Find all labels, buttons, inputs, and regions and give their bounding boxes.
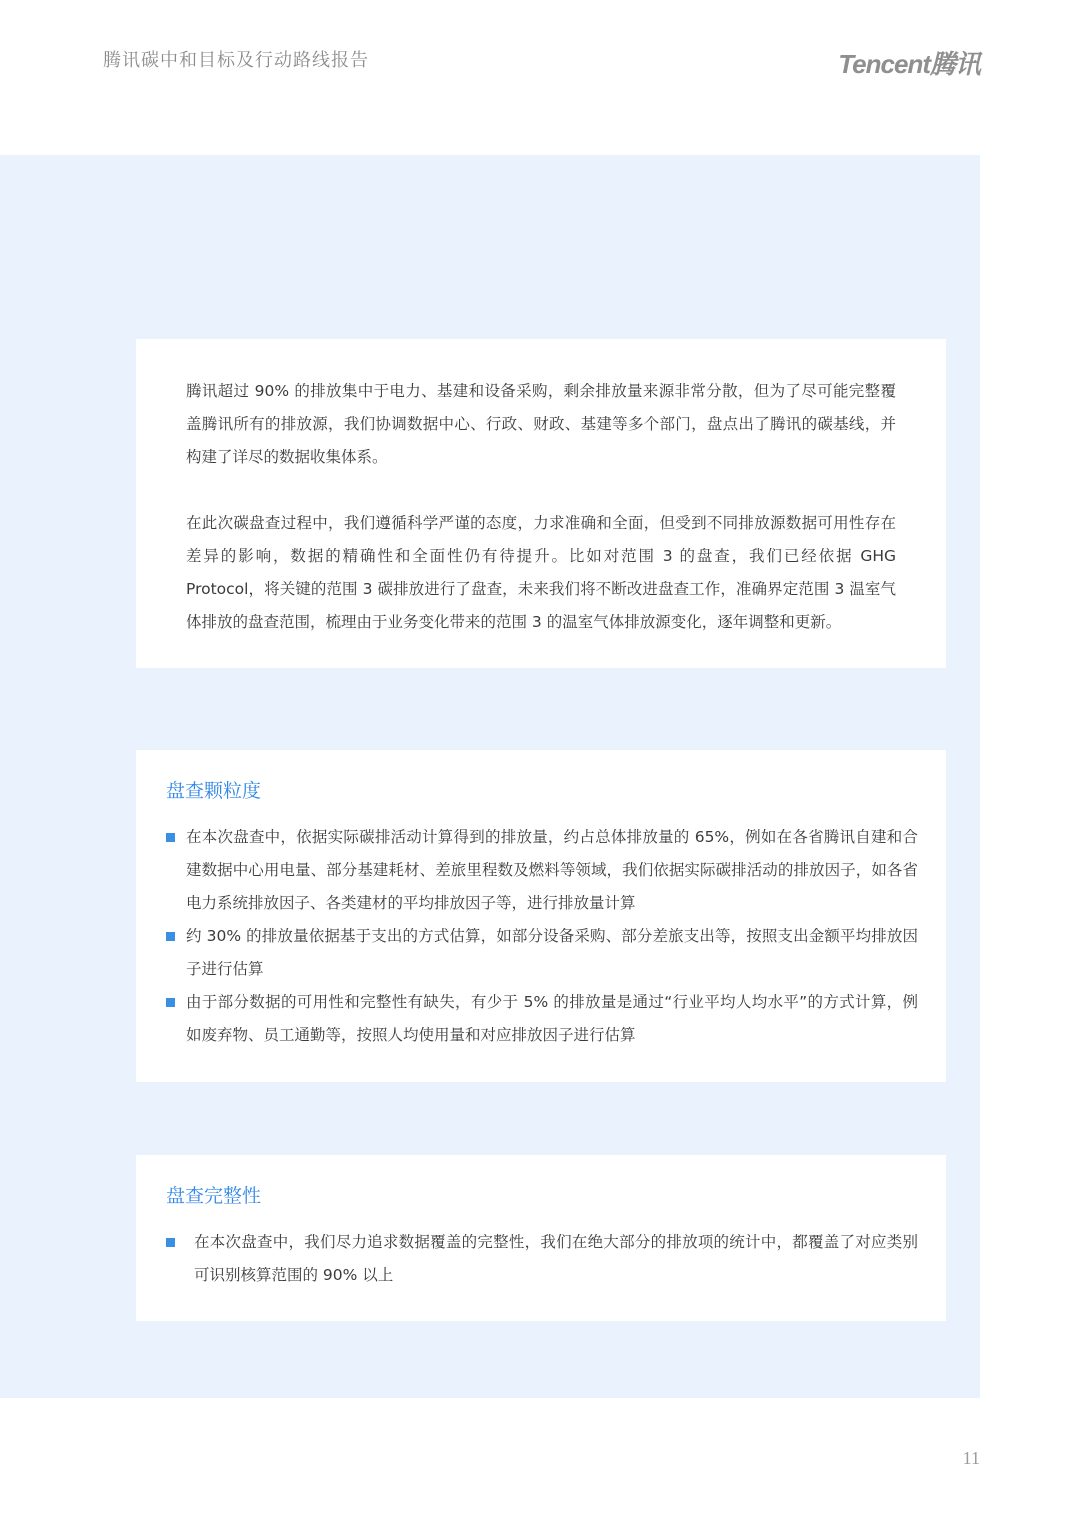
square-bullet-icon xyxy=(166,833,175,842)
completeness-list xyxy=(166,1226,918,1292)
square-bullet-icon xyxy=(166,998,175,1007)
list-item xyxy=(166,920,918,986)
square-bullet-icon xyxy=(166,932,175,941)
intro-paragraph: 腾讯超过 90% 的排放集中于电力、基建和设备采购，剩余排放量来源非常分散，但为了尽可能完整覆盖腾讯所有的排放源，我们协调数据中心、行政、财政、基建等多个部门，盘点出了腾讯的碳基线，并构建了详尽的数据收集体系。 xyxy=(186,382,896,466)
granularity-card xyxy=(136,750,946,1082)
intro-card xyxy=(136,339,946,668)
list-item xyxy=(166,821,918,920)
report-title: 腾讯碳中和目标及行动路线报告 xyxy=(103,50,369,71)
tencent-logo: Tencent腾讯 xyxy=(838,49,980,79)
list-item-text: 在本次盘查中，依据实际碳排活动计算得到的排放量，约占总体排放量的 65%，例如在各省腾讯自建和合建数据中心用电量、部分基建耗材、差旅里程数及燃料等领域，我们依据实际碳排活动的排放因子，如各省电力系统排放因子、各类建材的平均排放因子等，进行排放量计算 xyxy=(186,828,918,912)
intro-paragraph: 在此次碳盘查过程中，我们遵循科学严谨的态度，力求准确和全面，但受到不同排放源数据可用性存在差异的影响，数据的精确性和全面性仍有待提升。比如对范围 3 的盘查，我们已经依据 GHG Protocol，将关键的范围 3 碳排放进行了盘查，未来我们将不断改进盘查工作，准确界定范围 3 温室气体排放的盘查范围，梳理由于业务变化带来的范围 3 的温室气体排放源变化，逐年调整和更新。 xyxy=(186,514,896,631)
list-item-text: 约 30% 的排放量依据基于支出的方式估算，如部分设备采购、部分差旅支出等，按照支出金额平均排放因子进行估算 xyxy=(186,927,918,978)
list-item-text: 在本次盘查中，我们尽力追求数据覆盖的完整性，我们在绝大部分的排放项的统计中，都覆盖了对应类别可识别核算范围的 90% 以上 xyxy=(194,1233,918,1284)
page-number: 11 xyxy=(962,1448,980,1468)
list-item xyxy=(166,1226,918,1292)
list-item-text: 由于部分数据的可用性和完整性有缺失，有少于 5% 的排放量是通过“行业平均人均水平”的方式计算，例如废弃物、员工通勤等，按照人均使用量和对应排放因子进行估算 xyxy=(186,993,918,1044)
completeness-card xyxy=(136,1155,946,1321)
granularity-list xyxy=(166,821,918,1052)
granularity-title: 盘查颗粒度 xyxy=(166,780,262,802)
list-item xyxy=(166,986,918,1052)
square-bullet-icon xyxy=(166,1238,175,1247)
completeness-title: 盘查完整性 xyxy=(166,1185,262,1207)
